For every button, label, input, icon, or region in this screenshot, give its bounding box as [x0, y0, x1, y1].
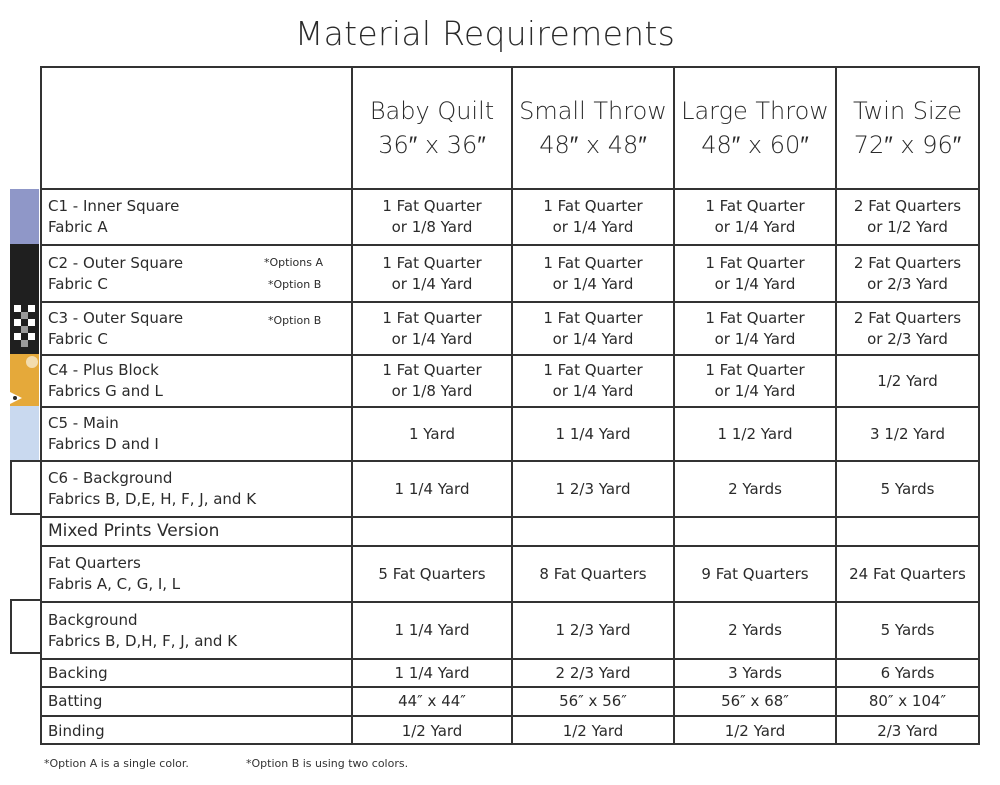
page-title: Material Requirements: [294, 14, 676, 53]
plus-block-print-icon: [10, 354, 39, 406]
column-size: 72″ x 96″: [853, 131, 962, 159]
table-cell: [837, 717, 978, 745]
row-label-c3: [42, 303, 262, 354]
row-label-title: Batting: [48, 692, 103, 710]
row-label-c1: [42, 190, 262, 244]
c3-swatch: [10, 301, 39, 354]
table-cell: [837, 688, 978, 715]
c5-swatch: [10, 406, 39, 460]
column-header-baby-quilt: [353, 68, 511, 188]
table-cell: [837, 303, 978, 354]
table-cell: [837, 462, 978, 516]
footnote-option-b: *Option B is using two colors.: [246, 757, 409, 770]
cell-line: 5 Yards: [880, 621, 935, 639]
row-label-title: C4 - Plus Block: [48, 361, 159, 379]
table-cell: [513, 408, 673, 460]
section-heading-mixed-prints: [42, 518, 342, 545]
cell-line: 1 Fat Quarter: [705, 253, 805, 272]
table-cell: [353, 603, 511, 658]
cell-line: 1 Fat Quarter: [705, 308, 805, 327]
cell-line: 1 Fat Quarter: [543, 361, 643, 379]
row-label-fabric: Fabric A: [48, 218, 108, 236]
table-cell: [837, 603, 978, 658]
cell-line: 2/3 Yard: [877, 721, 938, 740]
cell-line: or 1/4 Yard: [714, 382, 796, 400]
cell-line: 6 Yards: [880, 663, 935, 682]
row-label-fabric: Fabric C: [48, 274, 108, 293]
table-cell: [353, 688, 511, 715]
cell-line: 2 Fat Quarters: [853, 197, 962, 215]
cell-line: or 1/2 Yard: [867, 218, 948, 236]
table-cell: [675, 246, 835, 301]
row-label-c6: [42, 462, 342, 516]
cell-line: 1/2 Yard: [562, 721, 624, 740]
cell-line: 1 1/4 Yard: [394, 663, 470, 682]
row-label-c5: [42, 408, 262, 460]
table-cell: [353, 190, 511, 244]
row-label-title: C6 - Background: [48, 469, 173, 487]
row-label-backing: [42, 660, 342, 686]
table-cell: [675, 660, 835, 686]
cell-line: 5 Fat Quarters: [378, 564, 486, 583]
cell-line: 3 Yards: [728, 663, 782, 682]
column-header-twin-size: [837, 68, 978, 188]
cell-line: 1/2 Yard: [724, 721, 786, 740]
cell-line: or 1/4 Yard: [714, 274, 796, 293]
table-cell: [353, 547, 511, 601]
cell-line: or 1/4 Yard: [552, 274, 634, 293]
table-cell: [513, 303, 673, 354]
table-cell: [675, 688, 835, 715]
table-cell: [837, 408, 978, 460]
row-label-title: C3 - Outer Square: [48, 308, 184, 327]
footnote-option-a: *Option A is a single color.: [44, 757, 189, 770]
cell-line: 1 1/4 Yard: [394, 479, 470, 498]
cell-line: 1 Fat Quarter: [382, 197, 482, 215]
row-label-title: Binding: [48, 721, 105, 740]
row-label-title: Fat Quarters: [48, 554, 141, 572]
cell-line: or 1/8 Yard: [391, 218, 473, 236]
cell-line: or 1/4 Yard: [714, 329, 796, 348]
table-cell: [513, 462, 673, 516]
cell-line: or 1/4 Yard: [391, 329, 473, 348]
cell-line: 44″ x 44″: [398, 692, 466, 710]
cell-line: 1 Fat Quarter: [705, 361, 805, 379]
option-note: *Options A: [264, 255, 323, 269]
cell-line: 9 Fat Quarters: [701, 564, 809, 583]
column-header-small-throw: [513, 68, 673, 188]
table-cell: [513, 547, 673, 601]
table-cell: [837, 246, 978, 301]
cell-line: or 1/4 Yard: [552, 382, 634, 400]
option-notes: [268, 303, 350, 354]
cell-line: 2 2/3 Yard: [555, 663, 631, 682]
table-cell: [837, 660, 978, 686]
c4-swatch: [10, 354, 39, 406]
cell-line: 2 Fat Quarters: [853, 253, 962, 272]
cell-line: 1 1/2 Yard: [717, 424, 793, 443]
material-table: [40, 66, 980, 745]
column-size: 36″ x 36″: [378, 131, 486, 159]
table-cell: [353, 303, 511, 354]
check-pattern-icon: [10, 301, 39, 354]
cell-line: 1 Fat Quarter: [382, 308, 482, 327]
column-header-large-throw: [675, 68, 835, 188]
section-heading-text: Mixed Prints Version: [48, 521, 220, 541]
option-notes: [264, 246, 350, 301]
row-label-fabric: Fabris A, C, G, I, L: [48, 575, 181, 593]
cell-line: 56″ x 68″: [721, 692, 789, 710]
cell-line: or 1/8 Yard: [391, 382, 473, 400]
cell-line: 1 Fat Quarter: [543, 253, 643, 272]
background-swatch: [10, 599, 41, 654]
table-cell: [513, 603, 673, 658]
cell-line: 2 Fat Quarters: [853, 308, 962, 327]
c1-swatch: [10, 189, 39, 244]
cell-line: 8 Fat Quarters: [539, 564, 647, 583]
table-cell: [513, 688, 673, 715]
table-cell: [675, 462, 835, 516]
cell-line: or 2/3 Yard: [867, 274, 948, 293]
table-cell: [353, 717, 511, 745]
table-cell: [353, 660, 511, 686]
row-label-title: C5 - Main: [48, 414, 119, 432]
table-cell: [513, 190, 673, 244]
cell-line: 56″ x 56″: [559, 692, 627, 710]
table-cell: [513, 660, 673, 686]
column-name: Baby Quilt: [369, 97, 495, 125]
row-label-title: Background: [48, 610, 138, 629]
row-label-c4: [42, 356, 262, 406]
cell-line: 1/2 Yard: [877, 371, 938, 390]
cell-line: 1 2/3 Yard: [555, 621, 631, 639]
option-note: *Option B: [268, 277, 322, 291]
row-label-binding: [42, 717, 342, 745]
table-cell: [353, 356, 511, 406]
table-cell: [353, 462, 511, 516]
cell-line: 5 Yards: [880, 479, 935, 498]
table-cell: [837, 356, 978, 406]
cell-line: or 1/4 Yard: [391, 274, 473, 293]
cell-line: or 1/4 Yard: [714, 218, 796, 236]
table-cell: [675, 408, 835, 460]
row-label-title: C1 - Inner Square: [48, 197, 180, 215]
table-cell: [837, 190, 978, 244]
table-cell: [353, 246, 511, 301]
option-note: *Option B: [268, 314, 322, 327]
cell-line: 1 Fat Quarter: [543, 308, 643, 327]
row-label-title: Backing: [48, 663, 108, 682]
table-cell: [675, 356, 835, 406]
row-label-fabric: Fabrics B, D,H, F, J, and K: [48, 631, 238, 650]
cell-line: 2 Yards: [728, 621, 782, 639]
cell-line: 3 1/2 Yard: [870, 424, 945, 443]
table-cell: [675, 303, 835, 354]
c6-swatch: [10, 460, 41, 515]
row-label-fabric: Fabrics G and L: [48, 382, 163, 400]
cell-line: 1 1/4 Yard: [394, 621, 470, 639]
c2-swatch: [10, 244, 39, 301]
cell-line: or 2/3 Yard: [867, 329, 948, 348]
table-cell: [675, 190, 835, 244]
cell-line: 24 Fat Quarters: [849, 564, 966, 583]
column-size: 48″ x 48″: [539, 131, 647, 159]
cell-line: 1 Yard: [408, 424, 456, 443]
table-cell: [675, 603, 835, 658]
cell-line: 1 Fat Quarter: [382, 361, 482, 379]
row-label-fabric: Fabrics D and I: [48, 435, 159, 453]
table-cell: [675, 717, 835, 745]
column-size: 48″ x 60″: [701, 131, 809, 159]
row-label-fabric: Fabrics B, D,E, H, F, J, and K: [48, 490, 257, 508]
cell-line: 1/2 Yard: [401, 721, 463, 740]
cell-line: or 1/4 Yard: [552, 218, 634, 236]
table-cell: [675, 547, 835, 601]
row-label-c2: [42, 246, 262, 301]
table-cell: [513, 356, 673, 406]
column-name: Small Throw: [519, 97, 667, 125]
cell-line: 1 Fat Quarter: [705, 197, 805, 215]
row-label-batting: [42, 688, 342, 715]
row-label-fat-quarters: [42, 547, 342, 601]
column-name: Twin Size: [852, 97, 963, 125]
row-label-title: C2 - Outer Square: [48, 253, 184, 272]
column-name: Large Throw: [681, 97, 829, 125]
cell-line: 1 Fat Quarter: [382, 253, 482, 272]
row-label-background: [42, 603, 342, 658]
cell-line: or 1/4 Yard: [552, 329, 634, 348]
cell-line: 2 Yards: [728, 479, 782, 498]
cell-line: 1 2/3 Yard: [555, 479, 631, 498]
table-cell: [513, 717, 673, 745]
table-cell: [513, 246, 673, 301]
cell-line: 1 1/4 Yard: [555, 424, 631, 443]
cell-line: 1 Fat Quarter: [543, 197, 643, 215]
table-cell: [837, 547, 978, 601]
row-label-fabric: Fabric C: [48, 329, 108, 348]
table-cell: [353, 408, 511, 460]
cell-line: 80″ x 104″: [868, 692, 947, 710]
